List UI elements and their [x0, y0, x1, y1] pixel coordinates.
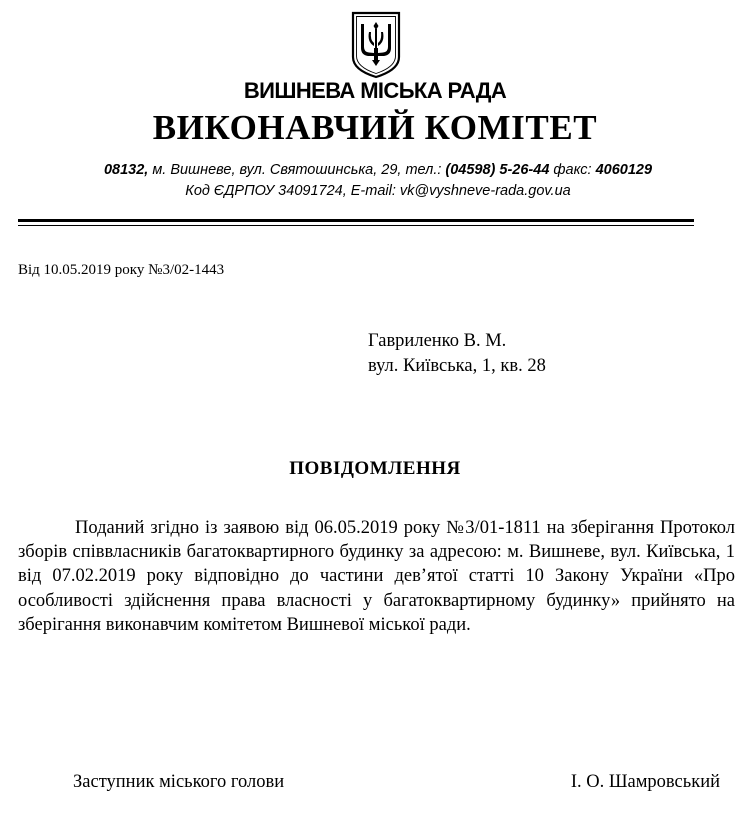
- recipient-address: вул. Київська, 1, кв. 28: [368, 356, 546, 376]
- ukraine-trident-icon: [350, 10, 402, 80]
- council-name: ВИШНЕВА МІСЬКА РАДА: [243, 78, 507, 103]
- committee-name: ВИКОНАВЧИЙ КОМІТЕТ: [152, 108, 598, 147]
- header-divider-thick: [18, 219, 694, 222]
- recipient-name: Гавриленко В. М.: [368, 331, 507, 351]
- letterhead-address: [0, 162, 750, 178]
- fax-label: факс:: [549, 162, 596, 178]
- signatory-position: Заступник міського голови: [73, 772, 285, 792]
- street-address: м. Вишневе, вул. Святошинська, 29, тел.:: [148, 162, 446, 178]
- fax-number: 4060129: [595, 162, 653, 178]
- signatory-name: І. О. Шамровський: [570, 772, 720, 792]
- registry-line: Код ЄДРПОУ 34091724, E-mail: vk@vyshneve-rada.gov.ua: [185, 183, 571, 199]
- header-divider-thin: [18, 225, 694, 226]
- body-paragraph: Поданий згідно із заявою від 06.05.2019 року №3/01-1811 на зберігання Протокол зборів співвласників багатоквартирного будинку за адресою: м. Вишневе, вул. Київська, 1 від 07.02.2019 року відповідно до частини дев’ятої статті 10 Закону України «Про особливості здійснення права власності у багатоквартирному будинку» прийнято на зберігання виконавчим комітетом Вишневої міської ради.: [18, 518, 735, 635]
- postcode: 08132,: [103, 162, 149, 178]
- document-reference: Від 10.05.2019 року №3/02-1443: [18, 262, 225, 278]
- document-title: ПОВІДОМЛЕННЯ: [289, 458, 461, 479]
- phone-number: (04598) 5-26-44: [445, 162, 550, 178]
